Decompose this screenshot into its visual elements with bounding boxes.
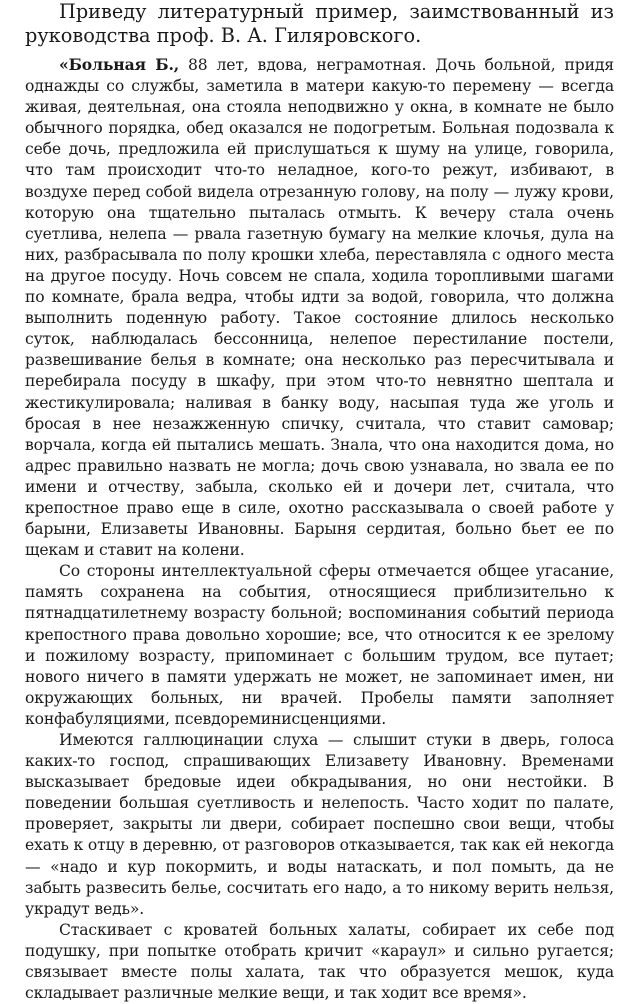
- intro-paragraph: Приведу литературный пример, заимствованный из руководства проф. В. А. Гиляровского.: [25, 0, 614, 47]
- case-paragraph-3: Имеются галлюцинации слуха — слышит стуки в дверь, голоса каких-то господ, спрашивающих Елизавету Ивановну. Временами высказывает бредовые идеи обкрадывания, но они нестойки. В поведении большая суетливость и нелепость. Часто ходит по палате, проверяет, закрыты ли двери, собирает поспешно свои вещи, чтобы ехать к отцу в деревню, от разговоров отказывается, так как ей некогда — «надо и кур покормить, и воды натаскать, и пол помыть, да не забыть развесить белье, сосчитать его надо, а то никому верить нельзя, украдут ведь».: [25, 731, 614, 918]
- case-paragraph-1: [25, 54, 614, 561]
- document-page: [25, 0, 614, 1004]
- case-paragraph-4: Стаскивает с кроватей больных халаты, собирает их себе под подушку, при попытке отобрать кричит «караул» и сильно ругается; связывает вместе полы халата, так что образуется мешок, куда складывает различные мелкие вещи, и так ходит все время».: [25, 920, 614, 1003]
- case-paragraph-1-text: 88 лет, вдова, неграмотная. Дочь больной, придя однажды со службы, заметила в матери какую-то перемену — всегда живая, деятельная, она стояла неподвижно у окна, в комнате не было обычного порядка, обед оказался не подогретым. Больная подозвала к себе дочь, предложила ей прислушаться к шуму на улице, говорила, что там происходит что-то неладное, кого-то режут, избивают, в воздухе перед собой видела отрезанную голову, на полу — лужу крови, которую она тщательно пыталась отмыть. К вечеру стала очень суетлива, нелепа — рвала газетную бумагу на мелкие клочья, дула на них, разбрасывала по полу крошки хлеба, переставляла с одного места на другое посуду. Ночь совсем не спала, ходила торопливыми шагами по комнате, брала ведра, чтобы идти за водой, говорила, что должна выполнить поденную работу. Такое состояние длилось несколько суток, наблюдалась бессонница, нелепое перестилание постели, развешивание белья в комнате; она несколько раз пересчитывала и перебирала посуду в шкафу, при этом что-то невнятно шептала и жестикулировала; наливая в банку воду, насыпая туда же уголь и бросая в нее незажженную спичку, считала, что ставит самовар; ворчала, когда ей пытались мешать. Знала, что она находится дома, но адрес правильно назвать не могла; дочь свою узнавала, но звала ее по имени и отчеству, забыла, сколько ей и дочери лет, считала, что крепостное право еще в силе, охотно рассказывала о своей работе у барыни, Елизаветы Ивановны. Барыня сердитая, больно бьет ее по щекам и ставит на колени.: [25, 56, 614, 560]
- case-lead: «Больная Б.,: [59, 55, 180, 74]
- case-paragraph-2: Со стороны интеллектуальной сферы отмечается общее угасание, память сохранена на события, относящиеся приблизительно к пятнадцатилетнему возрасту больной; воспоминания событий периода крепостного права довольно хорошие; все, что относится к ее зрелому и пожилому возрасту, припоминает с большим трудом, все путает; нового ничего в памяти удержать не может, не запоминает имен, ни окружающих больных, ни врачей. Пробелы памяти заполняет конфабуляциями, псевдореминисценциями.: [25, 562, 614, 728]
